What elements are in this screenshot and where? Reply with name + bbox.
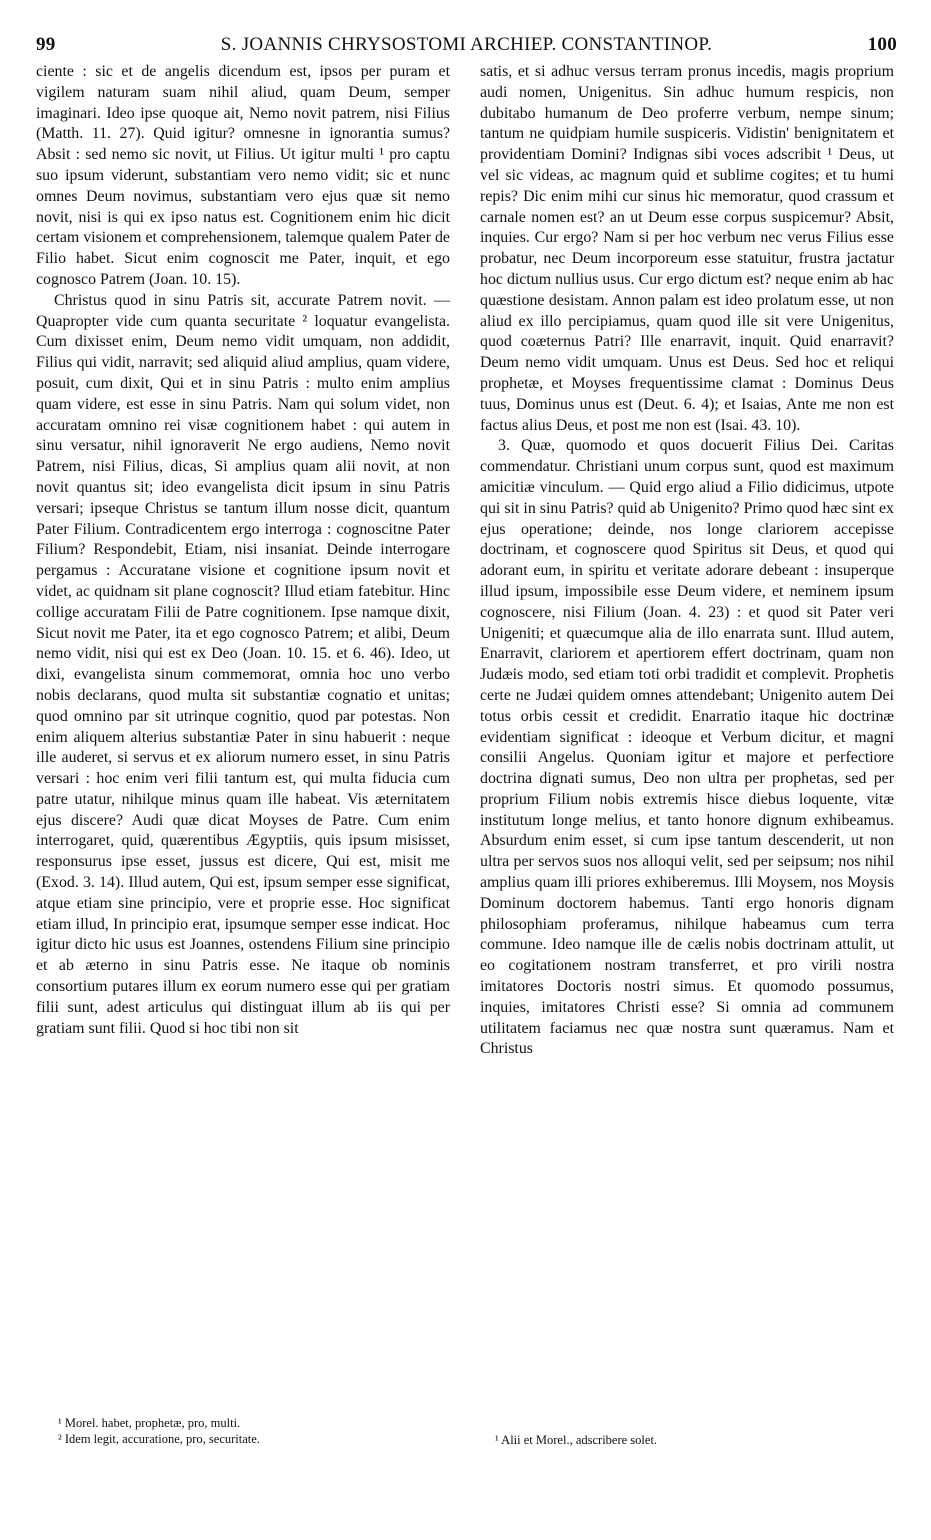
footnote: ¹ Alii et Morel., adscribere solet. bbox=[495, 1433, 658, 1447]
running-header bbox=[36, 34, 897, 60]
right-column bbox=[480, 62, 894, 1060]
paragraph: satis, et si adhuc versus terram pronus incedis, magis proprium audi nomen, Unigenitus. Sin adhuc humum respicis, non dubitabo humanum de Deo proferre verbum, nempe sinum; tantum ne quidpiam humile suspiceris. Vidistin' benignitatem et providentiam Domini? Indignas sibi voces adscribit ¹ Deus, ut vel sic videas, ac magnum quid et sublime cogites; et tu humi repis? Dic enim mihi cur sinus hic memoratur, quod crassum et carnale nomen est? an ut Deum esse corpus suspicemur? Absit, inquies. Cur ergo? Nam si per hoc verbum nec verus Filius esse probatur, nec Deum incorporeum esse statuitur, frustra jactatur hoc dictum nullius usus. Cur ergo dictum est? neque enim ab hac quæstione desistam. Annon palam est ideo prolatum esse, ut non aliud ex illo percipiamus, quam quod ille sit vere Unigenitus, quod coæternus Patri? Ille enarravit, inquit. Quid enarravit? Deum nemo vidit umquam. Unus est Deus. Sed hoc et reliqui prophetæ, et Moyses frequentissime clamat : Dominus Deus tuus, Dominus unus est (Deut. 6. 4); et Isaias, Ante me non est factus alius Deus, et post me non est (Isai. 43. 10). bbox=[480, 63, 894, 434]
footnotes-right bbox=[495, 1432, 895, 1448]
paragraph: Christus quod in sinu Patris sit, accurate Patrem novit. — Quapropter vide cum quanta securitate ² loquatur evangelista. Cum dixisset enim, Deum nemo vidit umquam, non addidit, Filius qui vidit, narravit; sed aliquid aliud amplius, quam videre, posuit, cum dixit, Qui et in sinu Patris : multo enim amplius quam videre, est esse in sinu Patris. Nam qui solum videt, non accuratam omnino rei visæ cognitionem habet : qui autem in sinu versatur, nihil ignoraverit Ne ergo audiens, Nemo novit Patrem, nisi Filius, dicas, Si amplius quam alii novit, at non novit quantus sit; ideo evangelista dicit ipsum in sinu Patris versari; ipseque Christus se tantum illum nosse dicit, quantum Pater Filium. Contradicentem ergo interroga : cognoscitne Pater Filium? Respondebit, Etiam, nisi insaniat. Deinde interrogare pergamus : Accuratane visione et cognitione ipsum novit et videt, ac quidnam sit plane cognoscit? Illud etiam fatebitur. Hinc collige accuratam Filii de Patre cognitionem. Ipse namque dixit, Sicut novit me Pater, ita et ego cognosco Patrem; et alibi, Deum nemo vidit, nisi qui est ex Deo (Joan. 10. 15. et 6. 46). Ideo, ut dixi, evangelista sinum commemorat, omnia hoc uno verbo nobis declarans, quod multa sit substantiæ cognatio et unitas; quod omnino par sit utrinque cognitio, quod par potestas. Non enim aliquem alterius substantiæ Pater in sinu habuerit : neque ille auderet, si servus et ex aliorum numero esset, in sinu Patris versari : hoc enim veri filii tantum est, qui multa fiducia cum patre utatur, nihilque minus quam ille habeat. Vis æternitatem ejus discere? Audi quæ dicat Moyses de Patre. Cum enim interrogaret, quid, quærentibus Ægyptiis, quis ipsum misisset, responsurus ipse esset, jussus est dicere, Qui est, misit me (Exod. 3. 14). Illud autem, Qui est, ipsum semper esse significat, atque etiam sine principio, vere et proprie esse. Hoc significat etiam illud, In principio erat, ipsumque semper esse indicat. Hoc igitur dicto hic usus est Joannes, ostendens Filium sine principio et ab æterno in sinu Patris esse. Ne itaque ob nominis consortium putares illum ex eorum numero esse qui per gratiam filii sunt, adest articulus qui distinguat illum ab iis qui per gratiam sunt filii. Quod si hoc tibi non sit bbox=[36, 291, 450, 1037]
page-number-right: 100 bbox=[867, 34, 897, 55]
footnotes-left bbox=[58, 1415, 438, 1447]
running-title: S. JOANNIS CHRYSOSTOMI ARCHIEP. CONSTANTINOP. bbox=[220, 34, 713, 55]
page-number-left: 99 bbox=[36, 34, 56, 55]
footnote: ² Idem legit, accuratione, pro, securitate. bbox=[58, 1432, 260, 1446]
paragraph: 3. Quæ, quomodo et quos docuerit Filius Dei. Caritas commendatur. Christiani unum corpus sunt, quod est maximum amicitiæ vinculum. — Quid ergo aliud a Filio didicimus, utpote qui sit in sinu Patris? quid ab Unigenito? Primo quod hæc sint ex ejus operatione; deinde, nos longe clariorem accepisse doctrinam, et cognoscere quod Spiritus sit Deus, et quod qui adorant eum, in spiritu et veritate adorare debeant : insuperque illud ipsum, impossibile esse Deum videre, et neminem ipsum cognoscere, nisi Filium (Joan. 4. 23) : et quod sit Pater veri Unigeniti; et quæcumque alia de illo enarrata sunt. Illud autem, Enarravit, clariorem et apertiorem effert doctrinam, quam non Judæis modo, sed etiam toti orbi tradidit et complevit. Prophetis certe ne Judæi quidem omnes attendebant; Unigenito autem Dei totus orbis cessit et credidit. Enarratio itaque hic doctrinæ evidentiam significat : ideoque et Verbum dicitur, et magni consilii Angelus. Quoniam igitur et majore et perfectiore doctrina dignati sumus, Deo non ultra per prophetas, sed per proprium Filium nobis extremis hisce diebus loquente, vitæ institutum longe melius, et tanto honore dignum exhibeamus. Absurdum enim esset, si cum ipse tantum descenderit, ut non ultra per servos suos nos alloqui velit, sed per seipsum; nos nihil amplius quam illi priores exhiberemus. Illi Moysem, nos Moysis Dominum doctorem habemus. Tanti ergo honoris dignam philosophiam proferamus, nihilque habeamus cum terra commune. Ideo namque ille de cælis nobis doctrinam attulit, ut eo cogitationem nostram transferret, et pro virili nostra imitatores Doctoris nostri simus. Et quomodo possumus, inquies, imitatores Christi esse? Si omnia ad communem utilitatem faciamus nec quæ nostra sunt quæramus. Nam et Christus bbox=[480, 437, 894, 1058]
footnote: ¹ Morel. habet, prophetæ, pro, multi. bbox=[58, 1416, 241, 1430]
left-column bbox=[36, 62, 450, 1039]
paragraph: ciente : sic et de angelis dicendum est, ipsos per puram et vigilem naturam suam nihil aliud, quam Deum, semper imaginari. Ideo ipse quoque ait, Nemo novit patrem, nisi Filius (Matth. 11. 27). Quid igitur? omnesne in ignorantia sumus? Absit : sed nemo sic novit, ut Filius. Ut igitur multi ¹ pro captu suo ipsum viderunt, substantiam vero nemo vidit; sic et nunc omnes Deum novimus, substantiam vero ejus quæ sit nemo novit, nisi is qui ex ipso natus est. Cognitionem enim hic dicit certam visionem et comprehensionem, talemque qualem Pater de Filio habet. Sicut enim cognoscit me Pater, inquit, et ego cognosco Patrem (Joan. 10. 15). bbox=[36, 63, 450, 288]
